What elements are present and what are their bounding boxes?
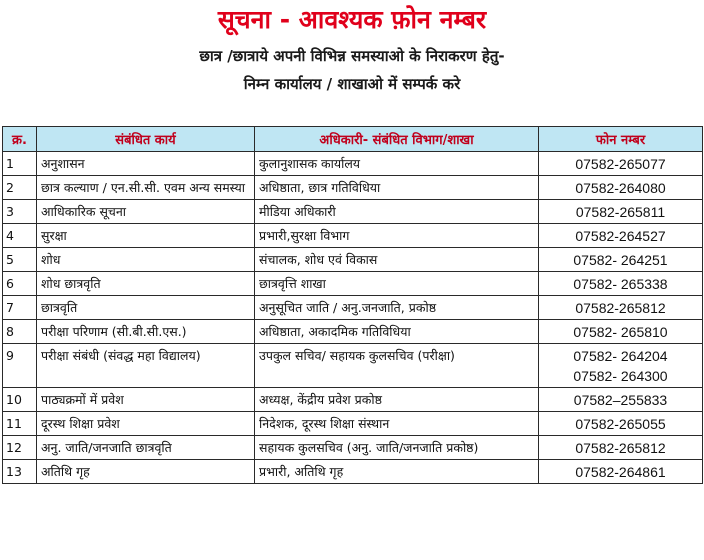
row-serial: 6 — [3, 272, 37, 296]
row-phone — [539, 200, 703, 224]
row-serial: 7 — [3, 296, 37, 320]
table-row — [3, 388, 703, 412]
row-office: प्रभारी,सुरक्षा विभाग — [255, 224, 539, 248]
row-serial: 5 — [3, 248, 37, 272]
row-phone — [539, 272, 703, 296]
row-work: छात्रवृति — [37, 296, 255, 320]
row-work: परीक्षा संबंधी (संवद्ध महा विद्यालय) — [37, 344, 255, 388]
table-row — [3, 296, 703, 320]
row-phone — [539, 344, 703, 388]
row-office: अध्यक्ष, केंद्रीय प्रवेश प्रकोष्ठ — [255, 388, 539, 412]
row-office: कुलानुशासक कार्यालय — [255, 152, 539, 176]
phone-number: 07582-264527 — [575, 228, 666, 244]
table-row — [3, 152, 703, 176]
row-office: संचालक, शोध एवं विकास — [255, 248, 539, 272]
table-row — [3, 272, 703, 296]
row-phone — [539, 176, 703, 200]
row-office: अधिष्ठाता, छात्र गतिविधिया — [255, 176, 539, 200]
phone-number: 07582-265811 — [575, 204, 666, 220]
row-phone — [539, 152, 703, 176]
row-office: निदेशक, दूरस्थ शिक्षा संस्थान — [255, 412, 539, 436]
row-office: अधिष्ठाता, अकादमिक गतिविधिया — [255, 320, 539, 344]
table-body — [3, 152, 703, 484]
subtitle-line-2: निम्न कार्यालय / शाखाओ में सम्पर्क करे — [243, 75, 461, 93]
row-serial: 13 — [3, 460, 37, 484]
row-serial: 2 — [3, 176, 37, 200]
phone-number: 07582-264861 — [575, 464, 666, 480]
table-row — [3, 200, 703, 224]
row-phone — [539, 296, 703, 320]
subtitle-line-1: छात्र /छात्राये अपनी विभिन्न समस्याओ के निराकरण हेतु- — [199, 47, 505, 65]
row-phone — [539, 460, 703, 484]
phone-number: 07582-265812 — [575, 440, 666, 456]
header-phone: फोन नम्बर — [539, 127, 703, 152]
row-work: पाठ्यक्रमों में प्रवेश — [37, 388, 255, 412]
table-row — [3, 224, 703, 248]
header-office: अधिकारी- संबंधित विभाग/शाखा — [255, 127, 539, 152]
row-serial: 12 — [3, 436, 37, 460]
header-work: संबंधित कार्य — [37, 127, 255, 152]
row-work: अनु. जाति/जनजाति छात्रवृति — [37, 436, 255, 460]
row-office: अनुसूचित जाति / अनु.जनजाति, प्रकोष्ठ — [255, 296, 539, 320]
phone-number: 07582- 264204 — [573, 348, 668, 364]
page-title: सूचना - आवश्यक फ़ोन नम्बर — [217, 5, 487, 34]
row-serial: 1 — [3, 152, 37, 176]
row-work: दूरस्थ शिक्षा प्रवेश — [37, 412, 255, 436]
row-work: आधिकारिक सूचना — [37, 200, 255, 224]
row-serial: 9 — [3, 344, 37, 388]
row-serial: 8 — [3, 320, 37, 344]
row-phone — [539, 248, 703, 272]
row-work: छात्र कल्याण / एन.सी.सी. एवम अन्य समस्या — [37, 176, 255, 200]
row-serial: 4 — [3, 224, 37, 248]
table-header-row — [3, 127, 703, 152]
row-office: छात्रवृत्ति शाखा — [255, 272, 539, 296]
phone-number: 07582-265077 — [575, 156, 666, 172]
row-work: शोध — [37, 248, 255, 272]
phone-number: 07582- 265338 — [573, 276, 668, 292]
row-phone — [539, 412, 703, 436]
phone-number: 07582-265812 — [575, 300, 666, 316]
row-phone — [539, 320, 703, 344]
table-row — [3, 320, 703, 344]
table-row — [3, 460, 703, 484]
row-phone — [539, 436, 703, 460]
table-row — [3, 412, 703, 436]
row-work: सुरक्षा — [37, 224, 255, 248]
row-office: उपकुल सचिव/ सहायक कुलसचिव (परीक्षा) — [255, 344, 539, 388]
row-work: शोध छात्रवृति — [37, 272, 255, 296]
row-work: परीक्षा परिणाम (सी.बी.सी.एस.) — [37, 320, 255, 344]
table-row — [3, 176, 703, 200]
phone-directory-table — [2, 126, 703, 484]
phone-number: 07582- 264300 — [573, 368, 668, 384]
phone-number: 07582-264080 — [575, 180, 666, 196]
row-serial: 3 — [3, 200, 37, 224]
row-office: मीडिया अधिकारी — [255, 200, 539, 224]
phone-number: 07582–255833 — [573, 392, 668, 408]
table-row — [3, 248, 703, 272]
table-row — [3, 436, 703, 460]
row-work: अतिथि गृह — [37, 460, 255, 484]
row-office: प्रभारी, अतिथि गृह — [255, 460, 539, 484]
row-phone — [539, 224, 703, 248]
row-phone — [539, 388, 703, 412]
phone-number: 07582- 264251 — [573, 252, 668, 268]
row-work: अनुशासन — [37, 152, 255, 176]
phone-number: 07582-265055 — [575, 416, 666, 432]
header-serial: क्र. — [3, 127, 37, 152]
table-row — [3, 344, 703, 388]
row-office: सहायक कुलसचिव (अनु. जाति/जनजाति प्रकोष्ठ) — [255, 436, 539, 460]
row-serial: 10 — [3, 388, 37, 412]
phone-number: 07582- 265810 — [573, 324, 668, 340]
row-serial: 11 — [3, 412, 37, 436]
